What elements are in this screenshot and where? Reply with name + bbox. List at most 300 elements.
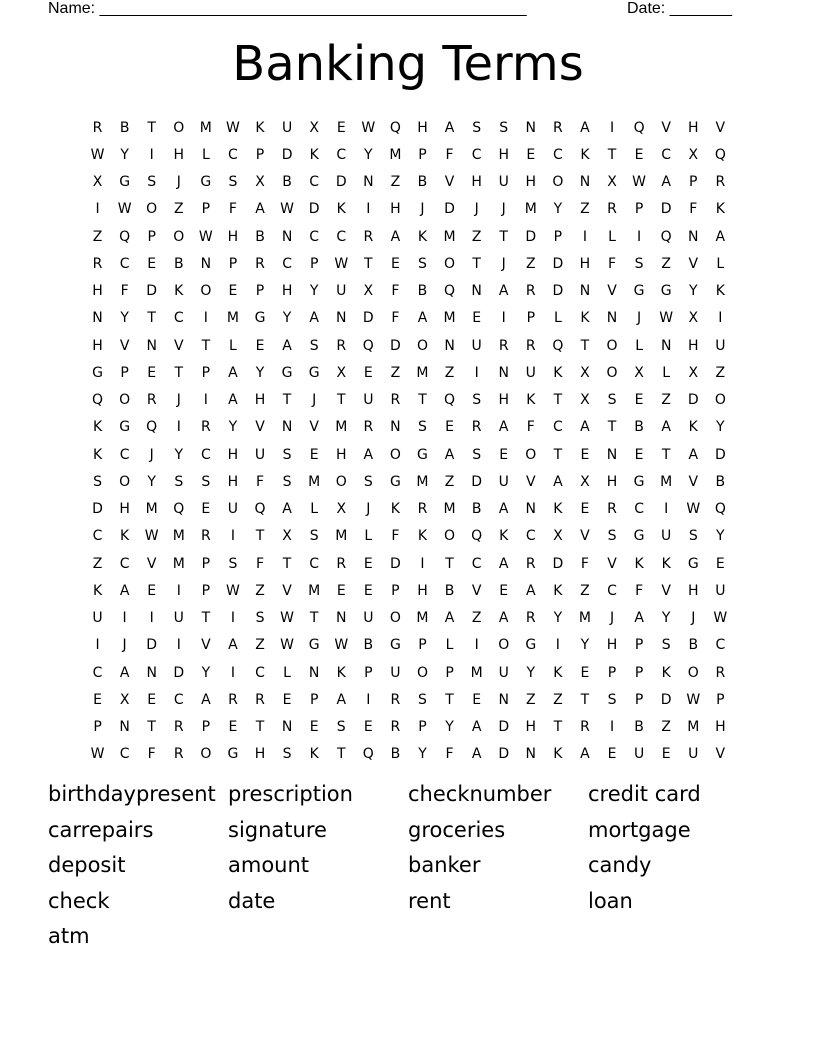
grid-letter: N xyxy=(146,337,157,354)
word-search-grid xyxy=(84,114,734,768)
grid-letter: M xyxy=(172,555,185,572)
grid-letter: L xyxy=(445,637,454,654)
grid-letter: N xyxy=(579,174,591,191)
grid-letter: I xyxy=(149,610,154,627)
grid-letter: P xyxy=(255,146,265,163)
grid-letter: W xyxy=(361,119,376,136)
grid-letter: C xyxy=(173,691,184,708)
grid-letter: F xyxy=(255,473,265,490)
word-bank-item: prescription xyxy=(228,782,353,806)
grid-letter: K xyxy=(309,746,319,763)
grid-letter: W xyxy=(198,228,213,245)
grid-letter: P xyxy=(553,228,563,245)
grid-letter: D xyxy=(471,473,483,490)
grid-letter: V xyxy=(444,174,455,191)
grid-letter: A xyxy=(119,664,130,681)
grid-letter: I xyxy=(176,637,181,654)
grid-row xyxy=(84,141,734,168)
grid-letter: I xyxy=(230,528,235,545)
grid-letter: I xyxy=(203,310,208,327)
grid-letter: Z xyxy=(92,228,103,245)
grid-letter: B xyxy=(715,473,726,490)
grid-letter: M xyxy=(335,528,348,545)
grid-letter: R xyxy=(200,419,211,436)
grid-letter: C xyxy=(661,146,672,163)
grid-letter: D xyxy=(390,337,401,354)
grid-letter: O xyxy=(416,664,428,681)
grid-letter: K xyxy=(715,283,725,300)
grid-letter: D xyxy=(335,174,347,191)
grid-letter: U xyxy=(390,664,401,681)
grid-letter: X xyxy=(688,146,699,163)
grid-letter: E xyxy=(472,310,482,327)
grid-letter: P xyxy=(689,174,698,191)
grid-letter: E xyxy=(363,719,373,736)
grid-letter: R xyxy=(525,555,536,572)
grid-letter: I xyxy=(555,637,560,654)
grid-letter: S xyxy=(363,473,373,490)
grid-letter: E xyxy=(147,691,157,708)
grid-letter: Z xyxy=(525,691,536,708)
grid-letter: Z xyxy=(661,255,671,272)
grid-letter: X xyxy=(607,174,617,191)
grid-letter: C xyxy=(173,310,184,327)
grid-letter: N xyxy=(119,719,130,736)
grid-letter: K xyxy=(580,146,590,163)
grid-letter: S xyxy=(418,691,427,708)
grid-row xyxy=(84,196,734,223)
word-bank-item: carrepairs xyxy=(48,817,154,842)
word-bank-item: loan xyxy=(588,888,633,913)
date-field-line: Date: _______ xyxy=(627,0,732,17)
grid-letter: H xyxy=(254,746,266,763)
grid-letter: N xyxy=(525,501,537,518)
grid-letter: P xyxy=(147,228,156,245)
grid-letter: Q xyxy=(552,337,564,354)
grid-letter: O xyxy=(389,610,401,627)
grid-letter: J xyxy=(176,392,181,409)
grid-letter: H xyxy=(335,446,347,463)
grid-letter: Y xyxy=(309,283,319,300)
grid-letter: D xyxy=(146,637,158,654)
grid-letter: P xyxy=(634,664,644,681)
grid-letter: K xyxy=(580,310,590,327)
grid-letter: T xyxy=(607,419,617,436)
grid-letter: W xyxy=(117,201,132,218)
grid-letter: S xyxy=(255,610,265,627)
grid-letter: R xyxy=(363,419,374,436)
grid-letter: T xyxy=(553,446,563,463)
grid-letter: O xyxy=(119,392,131,409)
grid-letter: R xyxy=(228,691,238,708)
grid-letter: H xyxy=(92,283,103,300)
grid-letter: T xyxy=(607,146,617,163)
grid-letter: E xyxy=(661,746,671,763)
grid-letter: E xyxy=(363,555,373,572)
grid-letter: K xyxy=(715,201,725,218)
grid-letter: D xyxy=(362,310,374,327)
grid-letter: Q xyxy=(633,119,645,136)
grid-letter: P xyxy=(634,637,644,654)
grid-letter: M xyxy=(145,501,158,518)
grid-letter: M xyxy=(172,528,185,545)
grid-letter: P xyxy=(201,555,211,572)
grid-letter: K xyxy=(336,201,346,218)
grid-letter: J xyxy=(501,255,506,272)
grid-letter: Q xyxy=(444,283,456,300)
grid-letter: T xyxy=(282,555,292,572)
grid-letter: I xyxy=(95,201,100,218)
grid-letter: H xyxy=(715,719,726,736)
grid-letter: S xyxy=(472,392,482,409)
grid-letter: N xyxy=(579,283,591,300)
grid-letter: W xyxy=(686,691,701,708)
name-field-line: Name: ________________________________________________ xyxy=(48,0,527,17)
grid-letter: G xyxy=(633,473,645,490)
grid-letter: D xyxy=(173,664,185,681)
grid-letter: T xyxy=(580,337,590,354)
grid-letter: T xyxy=(147,119,156,136)
grid-letter: C xyxy=(200,446,211,463)
grid-letter: W xyxy=(280,201,294,218)
grid-letter: Y xyxy=(688,283,698,300)
grid-letter: M xyxy=(416,610,429,627)
grid-letter: Q xyxy=(254,501,266,518)
grid-row xyxy=(84,550,734,577)
grid-letter: Y xyxy=(553,610,563,627)
grid-letter: G xyxy=(227,746,239,763)
grid-letter: I xyxy=(366,691,371,708)
grid-letter: S xyxy=(228,555,238,572)
grid-letter: C xyxy=(552,146,563,163)
grid-letter: I xyxy=(474,637,479,654)
grid-letter: V xyxy=(607,283,617,300)
grid-letter: X xyxy=(336,501,347,518)
grid-letter: U xyxy=(336,283,347,300)
grid-row xyxy=(84,414,734,441)
grid-letter: R xyxy=(255,255,265,272)
grid-letter: E xyxy=(336,119,346,136)
grid-letter: S xyxy=(228,174,238,191)
grid-letter: C xyxy=(119,446,130,463)
grid-letter: Z xyxy=(444,473,455,490)
grid-letter: E xyxy=(634,446,644,463)
grid-letter: N xyxy=(281,719,293,736)
grid-letter: I xyxy=(664,501,669,518)
grid-letter: Y xyxy=(418,746,427,763)
grid-letter: C xyxy=(92,528,103,545)
grid-letter: U xyxy=(281,119,293,136)
grid-letter: A xyxy=(498,501,509,518)
grid-letter: N xyxy=(92,310,103,327)
grid-letter: D xyxy=(552,555,564,572)
grid-letter: H xyxy=(281,283,293,300)
grid-letter: N xyxy=(336,610,347,627)
grid-letter: D xyxy=(281,146,293,163)
grid-letter: L xyxy=(635,337,643,354)
grid-letter: I xyxy=(176,419,181,436)
grid-letter: K xyxy=(92,419,103,436)
grid-letter: E xyxy=(147,582,157,599)
grid-letter: A xyxy=(498,283,509,300)
grid-letter: A xyxy=(444,610,455,627)
grid-letter: F xyxy=(147,746,156,763)
grid-letter: X xyxy=(119,691,130,708)
grid-letter: R xyxy=(471,419,482,436)
grid-row xyxy=(84,659,734,686)
grid-letter: K xyxy=(553,364,563,381)
grid-letter: R xyxy=(553,119,563,136)
grid-letter: M xyxy=(470,664,483,681)
grid-letter: K xyxy=(661,664,671,681)
grid-letter: V xyxy=(309,419,319,436)
grid-letter: M xyxy=(416,364,429,381)
grid-letter: V xyxy=(715,119,726,136)
grid-letter: V xyxy=(688,473,699,490)
grid-letter: T xyxy=(472,255,481,272)
grid-letter: P xyxy=(418,146,427,163)
grid-letter: E xyxy=(499,446,509,463)
grid-letter: N xyxy=(336,310,347,327)
grid-letter: R xyxy=(173,719,184,736)
grid-letter: I xyxy=(95,637,100,654)
grid-letter: C xyxy=(336,146,347,163)
grid-letter: D xyxy=(498,719,510,736)
grid-letter: W xyxy=(686,501,701,518)
grid-letter: K xyxy=(120,528,130,545)
grid-letter: H xyxy=(227,446,239,463)
grid-letter: A xyxy=(282,501,292,518)
grid-letter: A xyxy=(444,446,455,463)
grid-letter: L xyxy=(716,255,725,272)
grid-letter: G xyxy=(200,174,212,191)
grid-letter: E xyxy=(472,691,482,708)
grid-letter: O xyxy=(119,473,131,490)
grid-letter: C xyxy=(471,146,482,163)
grid-letter: L xyxy=(310,501,319,518)
grid-letter: G xyxy=(389,473,401,490)
grid-letter: M xyxy=(524,201,537,218)
grid-letter: L xyxy=(229,337,237,354)
grid-letter: P xyxy=(364,664,373,681)
grid-letter: T xyxy=(661,446,671,463)
grid-letter: W xyxy=(226,582,240,599)
grid-letter: U xyxy=(498,473,509,490)
grid-letter: C xyxy=(309,228,320,245)
grid-letter: U xyxy=(498,664,509,681)
grid-letter: S xyxy=(472,446,482,463)
grid-letter: T xyxy=(580,691,590,708)
grid-letter: M xyxy=(308,473,321,490)
grid-letter: R xyxy=(607,201,617,218)
grid-row xyxy=(84,605,734,632)
grid-row xyxy=(84,387,734,414)
grid-letter: T xyxy=(147,719,156,736)
grid-letter: U xyxy=(661,528,672,545)
grid-letter: I xyxy=(203,392,208,409)
grid-letter: P xyxy=(255,283,265,300)
grid-letter: E xyxy=(363,364,373,381)
grid-letter: Y xyxy=(120,146,129,163)
grid-letter: Y xyxy=(661,610,671,627)
grid-letter: X xyxy=(92,174,103,191)
grid-letter: A xyxy=(228,392,238,409)
word-bank-item: atm xyxy=(48,924,90,948)
grid-letter: K xyxy=(526,392,536,409)
grid-letter: H xyxy=(606,473,618,490)
grid-letter: C xyxy=(309,555,320,572)
grid-letter: E xyxy=(390,255,400,272)
grid-letter: J xyxy=(366,501,371,518)
grid-letter: B xyxy=(255,228,265,245)
grid-letter: E xyxy=(147,364,157,381)
grid-letter: P xyxy=(93,719,102,736)
grid-letter: O xyxy=(389,446,401,463)
grid-letter: S xyxy=(174,473,184,490)
grid-letter: W xyxy=(280,610,294,627)
grid-letter: T xyxy=(445,555,454,572)
grid-letter: P xyxy=(391,582,400,599)
grid-letter: M xyxy=(443,501,456,518)
grid-letter: C xyxy=(634,501,644,518)
grid-row xyxy=(84,741,734,768)
grid-letter: O xyxy=(173,228,185,245)
grid-letter: D xyxy=(146,283,158,300)
grid-letter: W xyxy=(144,528,159,545)
word-bank xyxy=(48,778,768,956)
grid-letter: B xyxy=(634,719,644,736)
grid-letter: B xyxy=(634,419,644,436)
grid-letter: I xyxy=(474,364,479,381)
grid-letter: Q xyxy=(146,419,158,436)
grid-letter: P xyxy=(228,255,238,272)
grid-row xyxy=(84,632,734,659)
grid-letter: T xyxy=(364,255,373,272)
grid-letter: K xyxy=(336,664,346,681)
grid-letter: S xyxy=(309,528,319,545)
grid-letter: W xyxy=(226,119,240,136)
grid-letter: Z xyxy=(92,555,103,572)
grid-letter: X xyxy=(553,528,563,545)
grid-letter: X xyxy=(309,119,319,136)
grid-letter: J xyxy=(501,201,506,218)
grid-letter: C xyxy=(552,419,563,436)
grid-letter: I xyxy=(609,719,615,736)
grid-letter: A xyxy=(634,610,644,627)
grid-letter: B xyxy=(282,174,292,191)
word-bank-item: candy xyxy=(588,853,652,877)
grid-letter: A xyxy=(336,691,347,708)
grid-letter: A xyxy=(228,637,238,654)
grid-letter: X xyxy=(580,473,590,490)
grid-letter: M xyxy=(226,310,239,327)
grid-letter: M xyxy=(416,473,429,490)
grid-letter: X xyxy=(580,364,590,381)
grid-letter: G xyxy=(281,364,293,381)
grid-letter: B xyxy=(417,174,428,191)
grid-letter: Y xyxy=(580,637,590,654)
grid-letter: O xyxy=(444,528,456,545)
grid-letter: D xyxy=(660,691,672,708)
grid-letter: R xyxy=(336,337,347,354)
grid-letter: G xyxy=(119,174,131,191)
word-bank-item: rent xyxy=(408,888,451,913)
grid-letter: N xyxy=(281,228,293,245)
grid-letter: V xyxy=(173,337,184,354)
grid-letter: E xyxy=(282,691,292,708)
grid-letter: P xyxy=(309,691,319,708)
grid-letter: K xyxy=(309,146,319,163)
grid-letter: F xyxy=(391,310,400,327)
grid-letter: G xyxy=(308,637,320,654)
grid-letter: N xyxy=(146,664,157,681)
grid-letter: B xyxy=(119,119,130,136)
grid-letter: K xyxy=(255,119,265,136)
grid-letter: V xyxy=(471,582,482,599)
grid-letter: Z xyxy=(661,392,671,409)
grid-row xyxy=(84,441,734,468)
grid-letter: I xyxy=(176,582,181,599)
grid-letter: R xyxy=(255,691,265,708)
grid-letter: Z xyxy=(173,201,184,218)
grid-letter: O xyxy=(606,364,618,381)
grid-letter: D xyxy=(552,255,564,272)
grid-letter: B xyxy=(363,637,374,654)
grid-letter: R xyxy=(498,337,509,354)
grid-letter: J xyxy=(691,610,696,627)
grid-row xyxy=(84,250,734,277)
grid-letter: I xyxy=(501,310,506,327)
grid-letter: J xyxy=(474,201,479,218)
grid-letter: V xyxy=(146,555,157,572)
grid-letter: R xyxy=(92,255,103,272)
grid-letter: T xyxy=(418,392,427,409)
grid-letter: F xyxy=(120,283,129,300)
grid-letter: P xyxy=(716,691,725,708)
grid-letter: Z xyxy=(471,610,482,627)
grid-letter: V xyxy=(661,582,671,599)
grid-letter: F xyxy=(391,528,400,545)
grid-row xyxy=(84,223,734,250)
grid-letter: C xyxy=(471,555,482,572)
grid-letter: A xyxy=(715,228,726,245)
grid-letter: T xyxy=(147,310,156,327)
grid-letter: S xyxy=(282,446,292,463)
grid-letter: D xyxy=(444,201,455,218)
grid-letter: T xyxy=(553,719,563,736)
grid-letter: K xyxy=(499,528,509,545)
grid-letter: V xyxy=(688,255,699,272)
grid-letter: S xyxy=(688,528,698,545)
grid-letter: F xyxy=(228,201,237,218)
grid-letter: J xyxy=(149,446,154,463)
grid-letter: R xyxy=(390,392,401,409)
grid-letter: L xyxy=(608,228,616,245)
grid-letter: H xyxy=(525,174,537,191)
word-bank-item: amount xyxy=(228,853,310,877)
grid-letter: U xyxy=(363,610,374,627)
word-bank-item: credit card xyxy=(588,782,701,806)
grid-letter: N xyxy=(498,691,509,708)
grid-letter: T xyxy=(309,610,319,627)
grid-letter: C xyxy=(255,664,265,681)
grid-letter: R xyxy=(363,228,374,245)
grid-letter: I xyxy=(609,119,615,136)
grid-letter: W xyxy=(659,310,674,327)
grid-letter: O xyxy=(525,446,537,463)
grid-letter: Z xyxy=(715,364,726,381)
grid-row xyxy=(84,577,734,604)
